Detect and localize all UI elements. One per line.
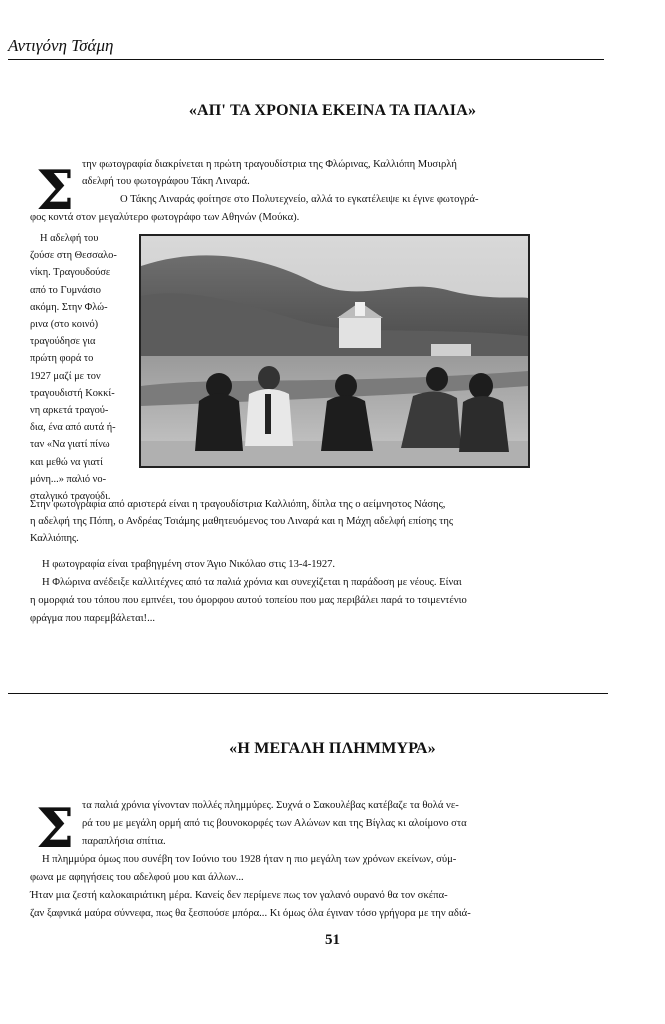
- author-header: Αντιγόνη Τσάμη: [8, 36, 114, 55]
- page-number: 51: [325, 932, 340, 948]
- intro-line: φος κοντά στον μεγαλύτερο φωτογράφο των Αθηνών (Μούκα).: [30, 212, 300, 223]
- paragraph: η ομορφιά του τόπου που εμπνέει, του όμορφου αυτού τοπείου που μας περιβάλει παρά το τσιμεντένιο: [30, 595, 467, 606]
- historical-photo: [139, 234, 530, 468]
- side-column: [30, 230, 130, 505]
- intro-line: αδελφή του φωτογράφου Τάκη Λιναρά.: [82, 176, 250, 187]
- photo-caption: η αδελφή της Πόπη, ο Ανδρέας Τσιάμης μαθητευόμενος του Λιναρά και η Μάχη αδελφή επίσης της: [30, 516, 454, 527]
- body-line: φωνα με αφηγήσεις του αδελφού μου και άλλων...: [30, 872, 244, 883]
- side-column-line: ακόμη. Στην Φλώ-: [30, 301, 108, 313]
- side-column-line: τραγούδησε για: [30, 336, 96, 348]
- section-divider: [8, 693, 608, 694]
- body-line: ρά του με μεγάλη ορμή από τις βουνοκορφές των Αλώνων και της Βίγλας κι αλοίμονο στα: [82, 818, 467, 829]
- article-title: «ΑΠ' ΤΑ ΧΡΟΝΙΑ ΕΚΕΙΝΑ ΤΑ ΠΑΛΙΑ»: [188, 102, 477, 119]
- photo-image: [141, 236, 528, 466]
- side-column-line: 1927 μαζί με τον: [30, 370, 101, 382]
- paragraph: Η Φλώρινα ανέδειξε καλλιτέχνες από τα παλιά χρόνια και συνεχίζεται η παράδοση με νέους. Είναι: [42, 577, 462, 588]
- drop-cap: Σ: [36, 796, 75, 860]
- body-line: παραπλήσια σπίτια.: [82, 836, 166, 847]
- body-line: Η πλημμύρα όμως που συνέβη τον Ιούνιο του 1928 ήταν η πιο μεγάλη των χρόνων εκείνων, σύμ-: [42, 854, 457, 865]
- drop-cap: Σ: [36, 158, 75, 222]
- body-line: Ήταν μια ζεστή καλοκαιριάτικη μέρα. Κανείς δεν περίμενε πως τον γαλανό ουρανό θα τον σκέπα-: [30, 890, 448, 901]
- body-line: τα παλιά χρόνια γίνονταν πολλές πλημμύρες. Συχνά ο Σακουλέβας κατέβαζε τα θολά νε-: [82, 800, 459, 811]
- body-line: ζαν ξαφνικά μαύρα σύννεφα, πως θα ξεσπούσε μπόρα... Κι όμως όλα έγιναν τόσο γρήγορα με την αδιά-: [30, 908, 471, 919]
- side-column-line: μόνη...» παλιό νο-: [30, 473, 107, 485]
- header-rule: [8, 59, 604, 60]
- side-column-line: σταλγικό τραγούδι.: [30, 491, 111, 503]
- paragraph: φράγμα που παρεμβάλεται!...: [30, 613, 156, 624]
- side-column-line: νη αρκετά τραγού-: [30, 405, 109, 417]
- paragraph: Η φωτογραφία είναι τραβηγμένη στον Άγιο Νικόλαο στις 13-4-1927.: [42, 559, 336, 570]
- side-column-line: ζούσε στη Θεσσαλο-: [30, 250, 117, 262]
- photo-caption: Καλλιόπης.: [30, 533, 79, 544]
- side-column-line: δια, ένα από αυτά ή-: [30, 422, 116, 434]
- side-column-line: από το Γυμνάσιο: [30, 284, 101, 296]
- side-column-line: ταν «Να γιατί πίνω: [30, 439, 110, 451]
- side-column-line: και μεθώ να γιατί: [30, 456, 103, 468]
- side-column-line: πρώτη φορά το: [30, 353, 94, 365]
- side-column-line: ρινα (στο κοινό): [30, 319, 99, 331]
- side-column-line: τραγουδιστή Κοκκί-: [30, 387, 115, 399]
- intro-line: την φωτογραφία διακρίνεται η πρώτη τραγουδίστρια της Φλώρινας, Καλλιόπη Μυσιρλή: [82, 159, 457, 170]
- side-column-line: νίκη. Τραγουδούσε: [30, 267, 111, 279]
- side-column-line: Η αδελφή του: [40, 233, 99, 244]
- photo-caption: Στην φωτογραφία από αριστερά είναι η τραγουδίστρια Καλλιόπη, δίπλα της ο αείμνηστος Νάσης,: [30, 499, 446, 510]
- article-title: «Η ΜΕΓΑΛΗ ΠΛΗΜΜΥΡΑ»: [229, 740, 436, 757]
- intro-line: Ο Τάκης Λιναράς φοίτησε στο Πολυτεχνείο, αλλά το εγκατέλειψε κι έγινε φωτογρά-: [120, 194, 479, 205]
